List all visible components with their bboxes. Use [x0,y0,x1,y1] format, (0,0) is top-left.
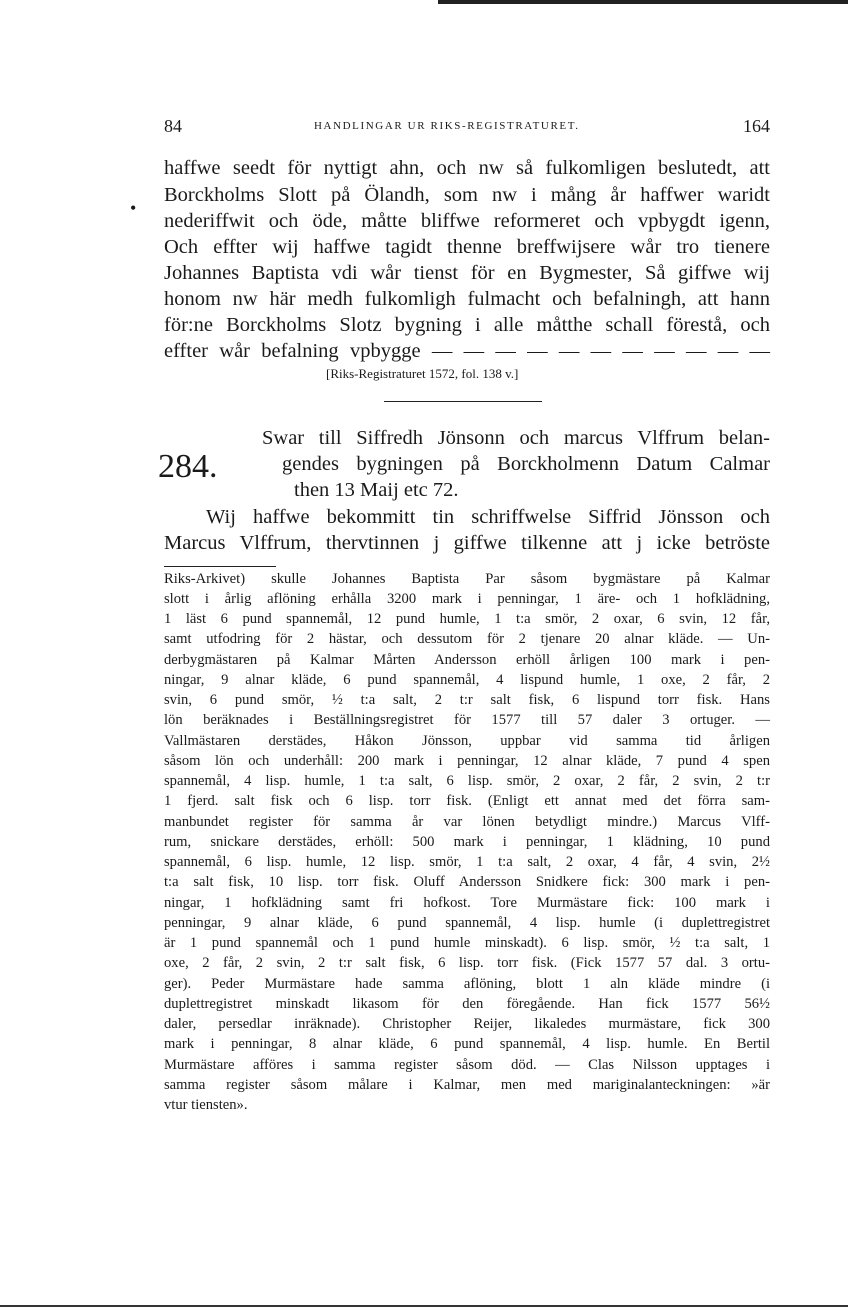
running-header [164,116,770,144]
title-line: then 13 Maij etc 72. [294,479,459,501]
footnote-line: ningar, 9 alnar kläde, 6 pund spannemål, 4 lispund humle, 1 oxe, 2 får, 2 [164,672,770,688]
footnote-rule [164,566,276,567]
title-line: gendes bygningen på Borckholmenn Datum Calmar [282,453,770,475]
text-line: Johannes Baptista vdi wår tienst för en Bygmester, Så giffwe wij [164,262,770,284]
footnote-line: svin, 6 pund smör, ½ t:a salt, 2 t:r salt fisk, 6 lispund torr fisk. Hans [164,692,770,708]
footnote-line: duplettregistret minskadt likasom för den föregående. Han fick 1577 56½ [164,996,770,1012]
footnote-line: lön beräknades i Beställningsregistret för 1577 till 57 daler 3 ortuger. — [164,712,770,728]
footnote-line: slott i årlig aflöning erhålla 3200 mark i penningar, 1 äre- och 1 hofklädning, [164,591,770,607]
footnote-line: mark i penningar, 8 alnar kläde, 6 pund spannemål, 4 lisp. humle. En Bertil [164,1036,770,1052]
bottom-edge-rule [0,1305,848,1307]
footnote-line: t:a salt fisk, 10 lisp. torr fisk. Oluff Andersson Snidkere fick: 300 mark i pen- [164,874,770,890]
page-number-left: 84 [164,116,182,136]
footnote-line: samma register såsom målare i Kalmar, men med mariginalanteckningen: »är [164,1077,770,1093]
text-line: för:ne Borckholms Slotz bygning i alle måtthe schall förestå, och [164,314,770,336]
text-line: nederiffwit och öde, måtte bliffwe reformeret och vpbygdt igenn, [164,210,770,232]
footnote-line: 1 fjerd. salt fisk och 6 lisp. torr fisk. (Enligt ett annat med det förra sam- [164,793,770,809]
footnote-line: rum, snickare derstädes, erhöll: 500 mark i penningar, 1 klädning, 10 pund [164,834,770,850]
text-line: honom nw här medh fulkomligh fulmacht och befalningh, att hann [164,288,770,310]
footnote-line: såsom lön och underhåll: 200 mark i penningar, 12 alnar kläde, 7 pund 4 spen [164,753,770,769]
footnote-line: samt utfodring för 2 hästar, och dessutom för 2 tjenare 20 alnar kläde. — Un- [164,631,770,647]
text-line: Och effter wij haffwe tagidt thenne breffwijsere wår tro tienere [164,236,770,258]
footnote-line: daler, persedlar inräknade). Christopher Reijer, likaledes murmästare, fick 300 [164,1016,770,1032]
section-divider [384,401,542,402]
footnote-line: spannemål, 4 lisp. humle, 1 t:a salt, 6 lisp. smör, 2 oxar, 2 får, 2 svin, 2 t:r [164,773,770,789]
footnote-line: ger). Peder Murmästare hade samma aflöning, blott 1 aln kläde mindre (i [164,976,770,992]
footnote-line: Vallmästaren derstädes, Håkon Jönsson, uppbar vid samma tid årligen [164,733,770,749]
footnote-line: derbygmästaren på Kalmar Mårten Andersson erhöll årligen 100 mark i pen- [164,652,770,668]
source-citation: [Riks-Registraturet 1572, fol. 138 v.] [326,366,519,381]
footnote-line: är 1 pund spannemål och 1 pund humle minskadt). 6 lisp. smör, ½ t:a salt, 1 [164,935,770,951]
footnote-line: vtur tiensten». [164,1097,248,1113]
title-line: Swar till Siffredh Jönsonn och marcus Vlffrum belan- [262,427,770,449]
margin-mark: • [130,198,137,218]
text-line: Wij haffwe bekommitt tin schriffwelse Siffrid Jönsson och [206,506,770,528]
top-edge-rule [438,0,848,4]
text-line: Borckholms Slott på Ölandh, som nw i mång år haffwer waridt [164,184,770,206]
text-line: haffwe seedt för nyttigt ahn, och nw så fulkomligen beslutedt, att [164,157,770,179]
footnote-line: manbundet register för samma år var lönen betydligt mindre.) Marcus Vlff- [164,814,770,830]
footnote-line: 1 läst 6 pund spannemål, 12 pund humle, 1 t:a smör, 2 oxar, 6 svin, 12 får, [164,611,770,627]
footnote-line: oxe, 2 får, 2 svin, 2 t:r salt fisk, 6 lisp. torr fisk. (Fick 1577 57 dal. 3 ortu- [164,955,770,971]
running-title: HANDLINGAR UR RIKS-REGISTRATURET. [314,120,580,132]
text-line: Marcus Vlffrum, thervtinnen j giffwe tilkenne att j icke betröste [164,532,770,554]
footnote-line: penningar, 9 alnar kläde, 6 pund spannemål, 4 lisp. humle (i duplettregistret [164,915,770,931]
page-number-right: 164 [743,116,770,136]
footnote-line: Murmästare afföres i samma register såsom död. — Clas Nilsson upptages i [164,1057,770,1073]
footnote-line: Riks-Arkivet) skulle Johannes Baptista Par såsom bygmästare på Kalmar [164,571,770,587]
footnote-line: ningar, 1 hofklädning samt fri hofkost. Tore Murmästare fick: 100 mark i [164,895,770,911]
text-line: effter wår befalning vpbygge — — — — — — — — — — — [164,340,770,362]
document-number: 284. [158,448,218,485]
footnote-line: spannemål, 6 lisp. humle, 12 lisp. smör, 1 t:a salt, 2 oxar, 4 får, 4 svin, 2½ [164,854,770,870]
